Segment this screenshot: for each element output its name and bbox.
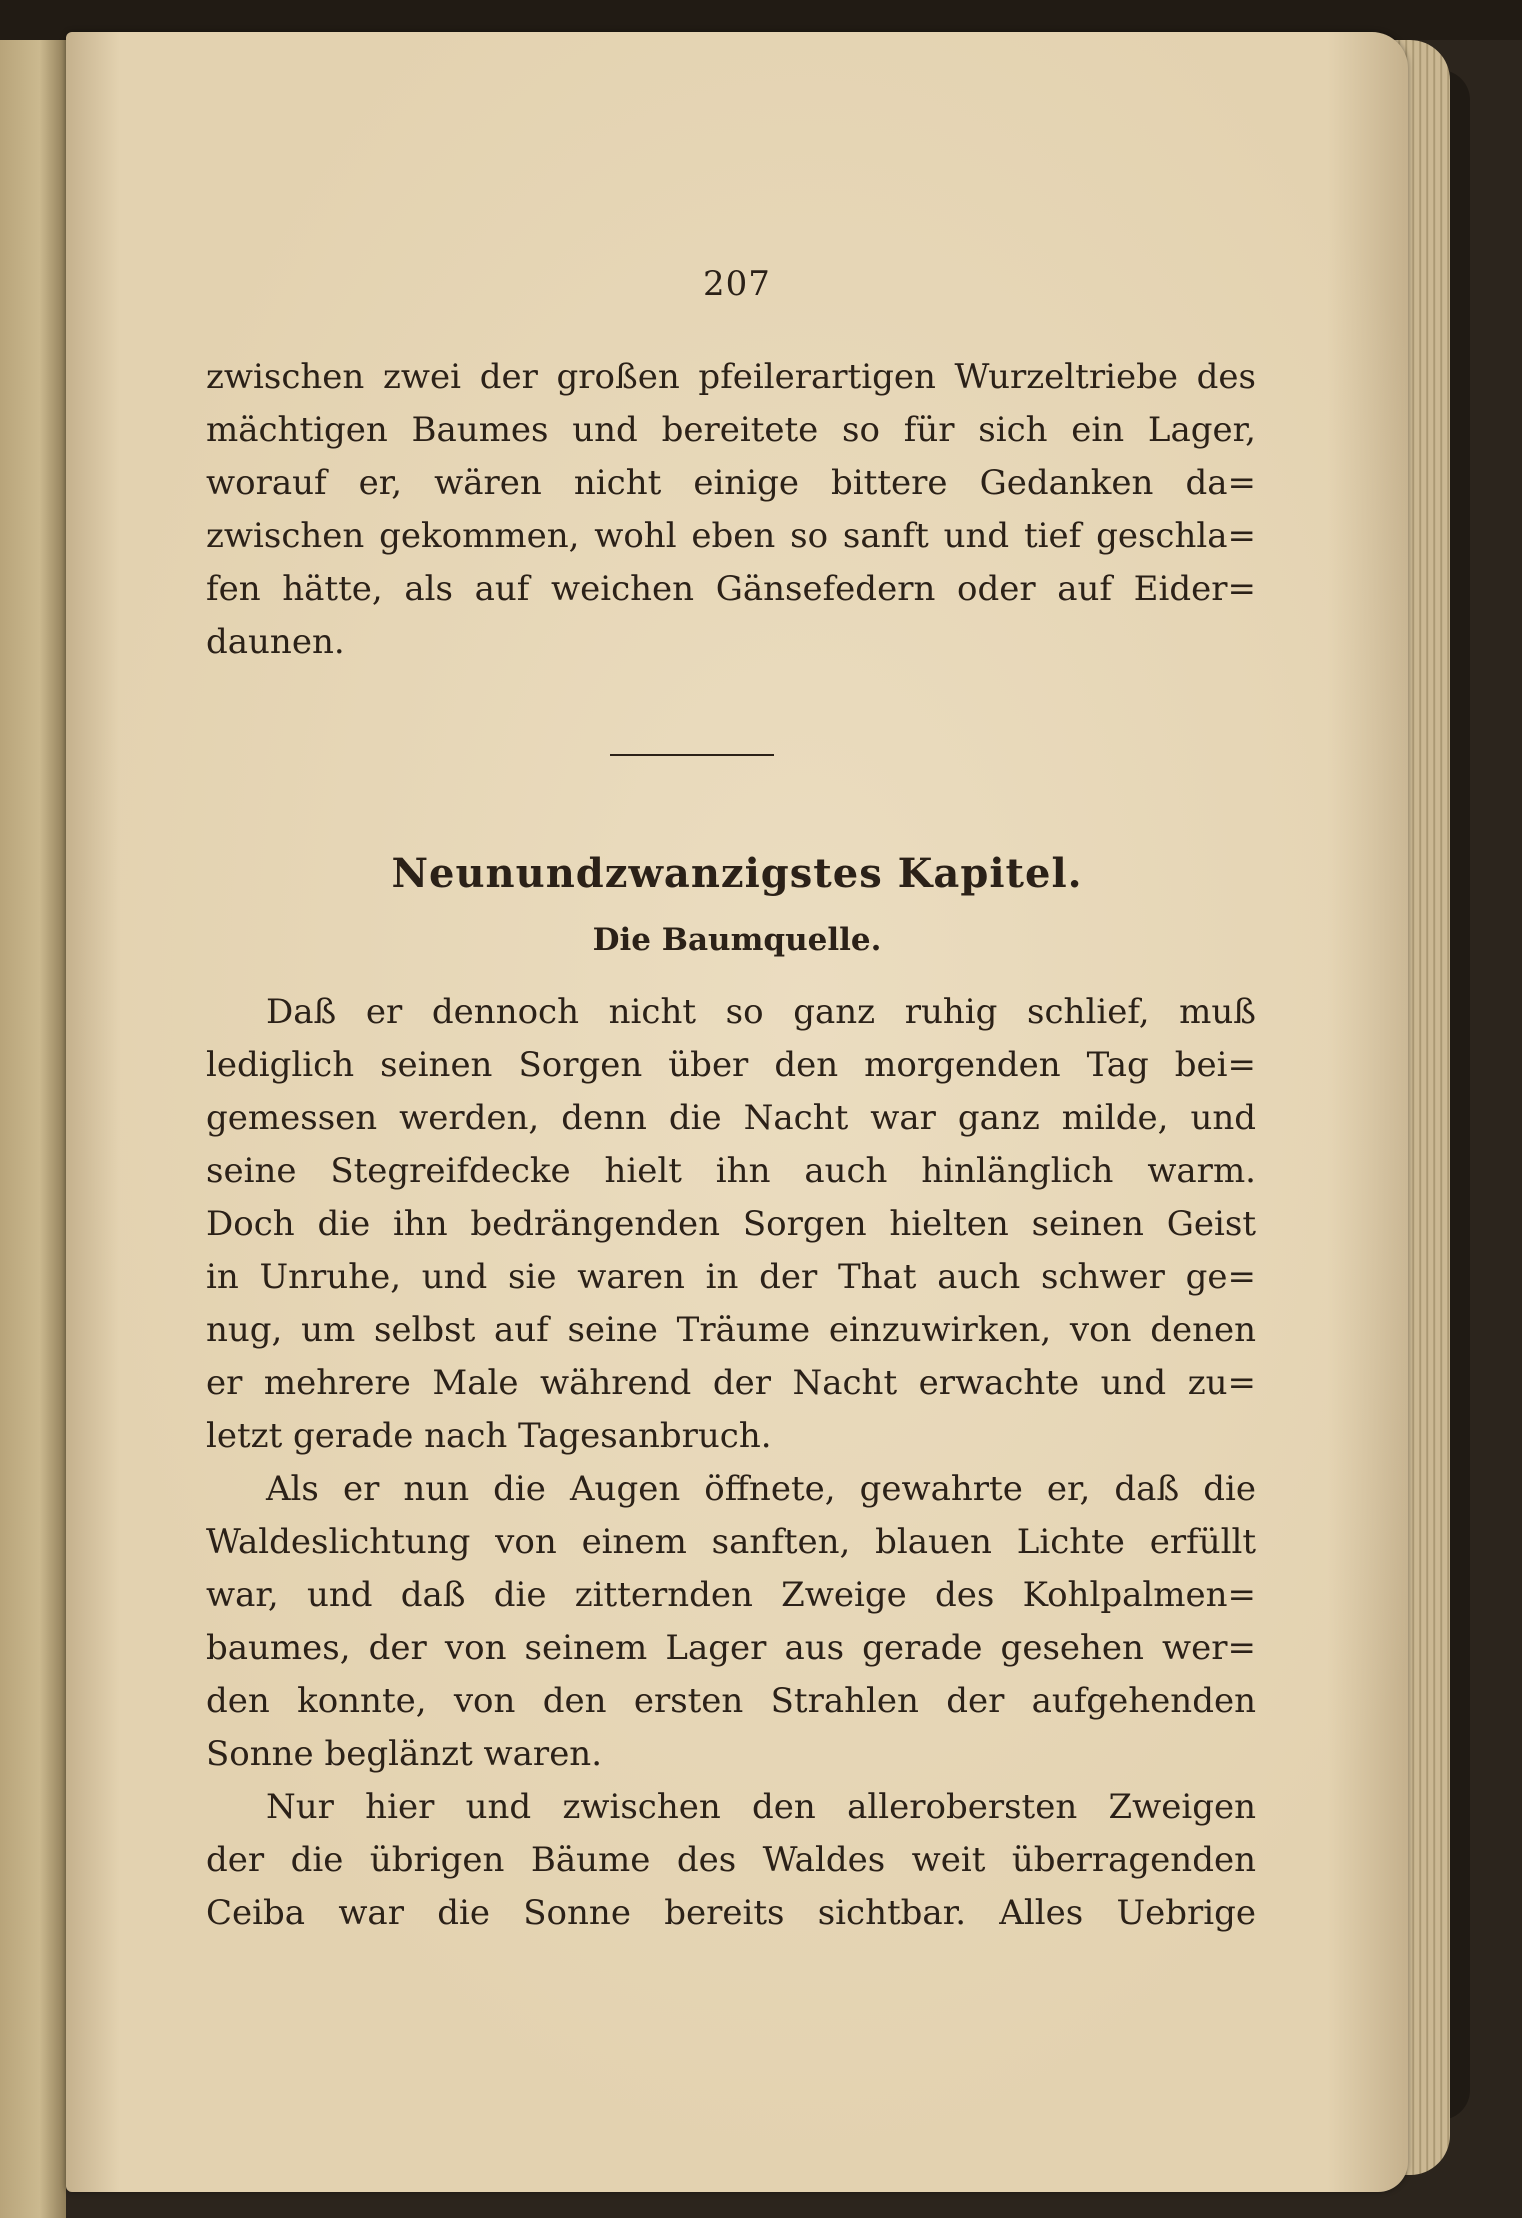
text-line: Daß er dennoch nicht so ganz ruhig schlief, muß: [266, 992, 1256, 1032]
text-line: worauf er, wären nicht einige bittere Gedanken da=: [206, 463, 1256, 503]
text-line: nug, um selbst auf seine Träume einzuwirken, von denen: [206, 1310, 1256, 1350]
chapter-subtitle: Die Baumquelle.: [592, 922, 882, 958]
text-line: Nur hier und zwischen den allerobersten Zweigen: [266, 1787, 1256, 1827]
text-line: gemessen werden, denn die Nacht war ganz milde, und: [206, 1098, 1256, 1138]
section-divider: [610, 754, 774, 756]
text-line: baumes, der von seinem Lager aus gerade gesehen wer=: [206, 1628, 1256, 1668]
text-line: er mehrere Male während der Nacht erwachte und zu=: [206, 1363, 1256, 1403]
text-line: Sonne beglänzt waren.: [206, 1734, 603, 1774]
page-number: 207: [703, 264, 771, 304]
text-line: der die übrigen Bäume des Waldes weit überragenden: [206, 1840, 1256, 1880]
text-line: Doch die ihn bedrängenden Sorgen hielten seinen Geist: [206, 1204, 1256, 1244]
text-line: Ceiba war die Sonne bereits sichtbar. Alles Uebrige: [206, 1893, 1256, 1933]
text-line: in Unruhe, und sie waren in der That auch schwer ge=: [206, 1257, 1256, 1297]
book-page: [66, 32, 1408, 2192]
text-line: den konnte, von den ersten Strahlen der aufgehenden: [206, 1681, 1256, 1721]
text-line: fen hätte, als auf weichen Gänsefedern oder auf Eider=: [206, 569, 1256, 609]
text-line: daunen.: [206, 622, 345, 662]
text-line: Waldeslichtung von einem sanften, blauen Lichte erfüllt: [206, 1522, 1256, 1562]
text-line: lediglich seinen Sorgen über den morgenden Tag bei=: [206, 1045, 1256, 1085]
text-line: zwischen zwei der großen pfeilerartigen Wurzeltriebe des: [206, 357, 1256, 397]
chapter-title: Neunundzwanzigstes Kapitel.: [391, 850, 1083, 897]
text-line: seine Stegreifdecke hielt ihn auch hinlänglich warm.: [206, 1151, 1256, 1191]
text-line: Als er nun die Augen öffnete, gewahrte er, daß die: [266, 1469, 1256, 1509]
text-line: zwischen gekommen, wohl eben so sanft und tief geschla=: [206, 516, 1256, 556]
previous-page-edge: [0, 40, 66, 2218]
text-line: letzt gerade nach Tagesanbruch.: [206, 1416, 772, 1456]
text-line: mächtigen Baumes und bereitete so für sich ein Lager,: [206, 410, 1256, 450]
text-line: war, und daß die zitternden Zweige des Kohlpalmen=: [206, 1575, 1256, 1615]
